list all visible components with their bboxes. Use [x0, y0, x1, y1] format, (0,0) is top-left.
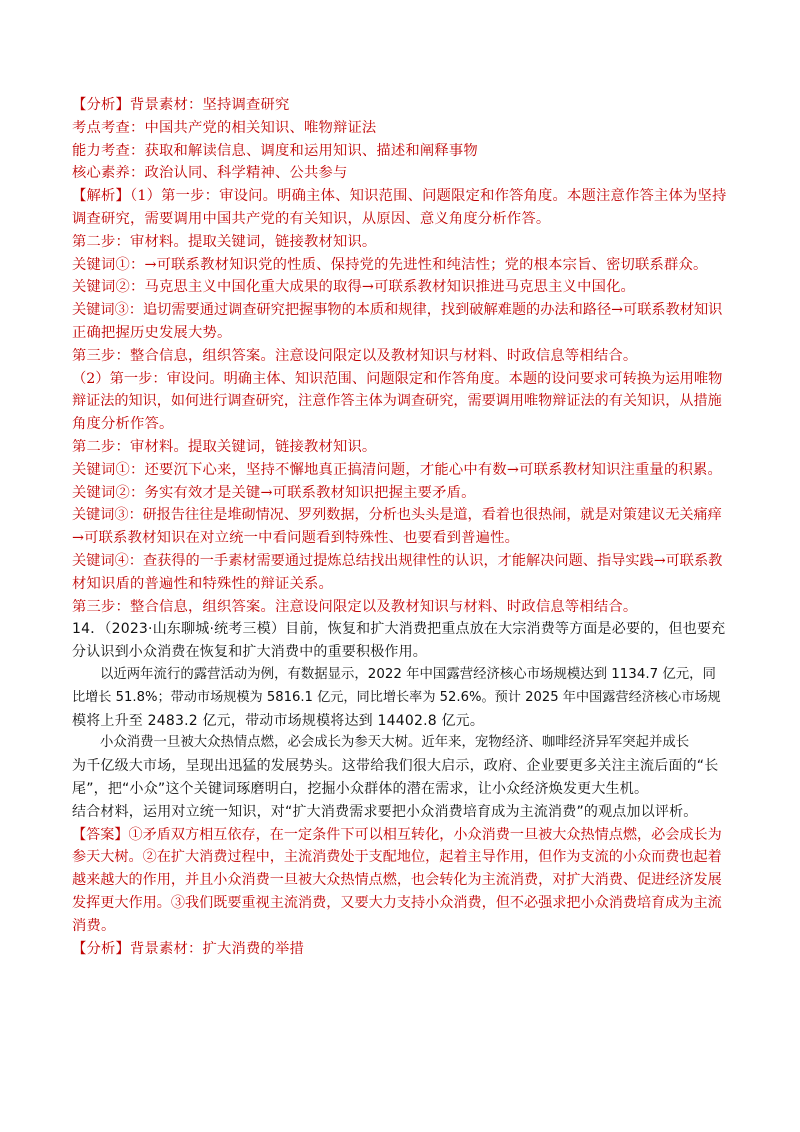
- line-text: 消费。: [72, 917, 116, 934]
- text-line: [72, 231, 732, 253]
- text-line: [72, 687, 732, 709]
- line-text: 为千亿级大市场，呈现出迅猛的发展势头。这带给我们很大启示，政府、企业要更多关注主流后面的“长: [72, 758, 719, 775]
- line-text: 关键词②：务实有效才是关键→可联系教材知识把握主要矛盾。: [72, 484, 476, 501]
- line-text: 考点考查：中国共产党的相关知识、唯物辩证法: [72, 119, 377, 136]
- line-text: 第二步：审材料。提取关键词，链接教材知识。: [72, 233, 377, 250]
- text-line: [72, 801, 732, 823]
- text-line: [72, 527, 732, 549]
- line-text: 小众消费一旦被大众热情点燃，必会成长为参天大树。近年来，宠物经济、咖啡经济异军突起并成长: [100, 735, 690, 751]
- text-line: [72, 94, 732, 116]
- text-line: [100, 732, 760, 754]
- text-line: [72, 550, 732, 572]
- text-line: [72, 459, 732, 481]
- line-text: 材知识盾的普遍性和特殊性的辩证关系。: [72, 575, 333, 592]
- line-text: 以近两年流行的露营活动为例，有数据显示，2022 年中国露营经济核心市场规模达到 1134.7 亿元，同: [100, 667, 716, 682]
- text-line: [72, 254, 732, 276]
- line-text: 尾”，把“小众”这个关键词琢磨明白，挖掘小众群体的潜在需求，让小众经济焕发更大生机。: [72, 781, 649, 797]
- text-line: [72, 117, 732, 139]
- text-line: [72, 641, 732, 663]
- text-line: [72, 276, 732, 298]
- line-text: 背景素材：坚持调查研究: [130, 97, 290, 113]
- line-text: 核心素养：政治认同、科学精神、公共参与: [72, 165, 348, 182]
- line-text: 调查研究，需要调用中国共产党的有关知识，从原因、意义角度分析作答。: [72, 211, 551, 227]
- text-line: [72, 436, 732, 458]
- line-text: 关键词④：查获得的一手素材需要通过提炼总结找出规律性的认识，才能解决问题、指导实践→可联系教: [72, 553, 723, 569]
- line-text: 能力考查：获取和解读信息、调度和运用知识、描述和阐释事物: [72, 142, 478, 159]
- section-tag: 【分析】: [72, 940, 130, 957]
- line-text: 参天大树。②在扩大消费过程中，主流消费处于支配地位，起着主导作用，但作为支流的小众而费也起着: [72, 849, 722, 866]
- line-text: 正确把握历史发展大势。: [72, 325, 232, 341]
- section-tag: 【答案】: [72, 826, 129, 843]
- line-text: 比增长 51.8%；带动市场规模为 5816.1 亿元，同比增长率为 52.6%。预计 2025 年中国露营经济核心市场规: [72, 689, 721, 705]
- line-text: 14．（2023·山东聊城·统考三模）目前，恢复和扩大消费把重点放在大宗消费等方面是必要的，但也要充: [72, 621, 726, 638]
- text-line: [72, 482, 732, 504]
- text-line: [72, 710, 732, 732]
- text-line: [72, 869, 732, 891]
- line-text: 第三步：整合信息，组织答案。注意设问限定以及教材知识与材料、时政信息等相结合。: [72, 598, 638, 615]
- line-text: 发挥更大作用。③我们既要重视主流消费，又要大力支持小众消费，但不必强求把小众消费培育成为主流: [72, 895, 722, 911]
- text-line: [72, 778, 732, 800]
- line-text: 越来越大的作用，并且小众消费一旦被大众热情点燃，也会转化为主流消费，对扩大消费、促进经济发展: [72, 872, 722, 889]
- line-text: ①矛盾双方相互依存，在一定条件下可以相互转化，小众消费一旦被大众热情点燃，必会成长为: [128, 826, 722, 843]
- text-line: [72, 299, 732, 321]
- line-text: 模将上升至 2483.2 亿元，带动市场规模将达到 14402.8 亿元。: [72, 712, 485, 729]
- text-line: [72, 892, 732, 914]
- line-text: 关键词③：追切需要通过调查研究把握事物的本质和规律，找到破解难题的办法和路径→可联系教材知识: [72, 302, 723, 319]
- text-line: [72, 824, 732, 846]
- text-line: [72, 504, 732, 526]
- text-line: [72, 368, 732, 390]
- text-line: [100, 664, 760, 686]
- text-line: [72, 938, 732, 960]
- line-text: （2）第一步：审设问。明确主体、知识范围、问题限定和作答角度。本题的设问要求可转换为运用唯物: [72, 370, 723, 387]
- line-text: 背景素材：扩大消费的举措: [130, 940, 304, 957]
- section-tag: 【分析】: [72, 97, 130, 113]
- text-line: [72, 208, 732, 230]
- text-line: [72, 413, 732, 435]
- line-text: 角度分析作答。: [72, 416, 174, 433]
- line-text: 分认识到小众消费在恢复和扩大消费中的重要积极作用。: [72, 644, 427, 661]
- text-line: [72, 573, 732, 595]
- text-line: [72, 322, 732, 344]
- line-text: 关键词①：还要沉下心来，坚持不懈地真正搞清问题，才能心中有数→可联系教材知识注重量的积累。: [72, 461, 723, 478]
- line-text: （1）第一步：审设问。明确主体、知识范围、问题限定和作答角度。本题注意作答主体为坚持: [130, 188, 727, 205]
- text-line: [72, 618, 732, 640]
- text-line: [72, 185, 732, 207]
- text-line: [72, 390, 732, 412]
- line-text: →可联系教材知识在对立统一中看问题看到特殊性、也要看到普遍性。: [72, 530, 520, 547]
- section-tag: 【解析】: [72, 188, 130, 205]
- line-text: 关键词①：→可联系教材知识党的性质、保持党的先进性和纯洁性；党的根本宗旨、密切联系群众。: [72, 256, 708, 273]
- text-line: [72, 345, 732, 367]
- line-text: 关键词③：研报告往往是堆砌情况、罗列数据，分析也头头是道，看着也很热闹，就是对策建议无关痛痒: [72, 507, 722, 524]
- text-line: [72, 162, 732, 184]
- line-text: 第二步：审材料。提取关键词，链接教材知识。: [72, 439, 377, 455]
- text-line: [72, 846, 732, 868]
- text-line: [72, 755, 732, 777]
- text-line: [72, 915, 732, 937]
- line-text: 辩证法的知识，如何进行调查研究，注意作答主体为调查研究，需要调用唯物辩证法的有关知识，从措施: [72, 393, 722, 410]
- line-text: 第三步：整合信息，组织答案。注意设问限定以及教材知识与材料、时政信息等相结合。: [72, 347, 638, 364]
- line-text: 关键词②：马克思主义中国化重大成果的取得→可联系教材知识推进马克思主义中国化。: [72, 279, 636, 296]
- text-line: [72, 140, 732, 162]
- line-text: 结合材料，运用对立统一知识，对“扩大消费需求要把小众消费培育成为主流消费”的观点加以评析。: [72, 803, 698, 820]
- text-line: [72, 596, 732, 618]
